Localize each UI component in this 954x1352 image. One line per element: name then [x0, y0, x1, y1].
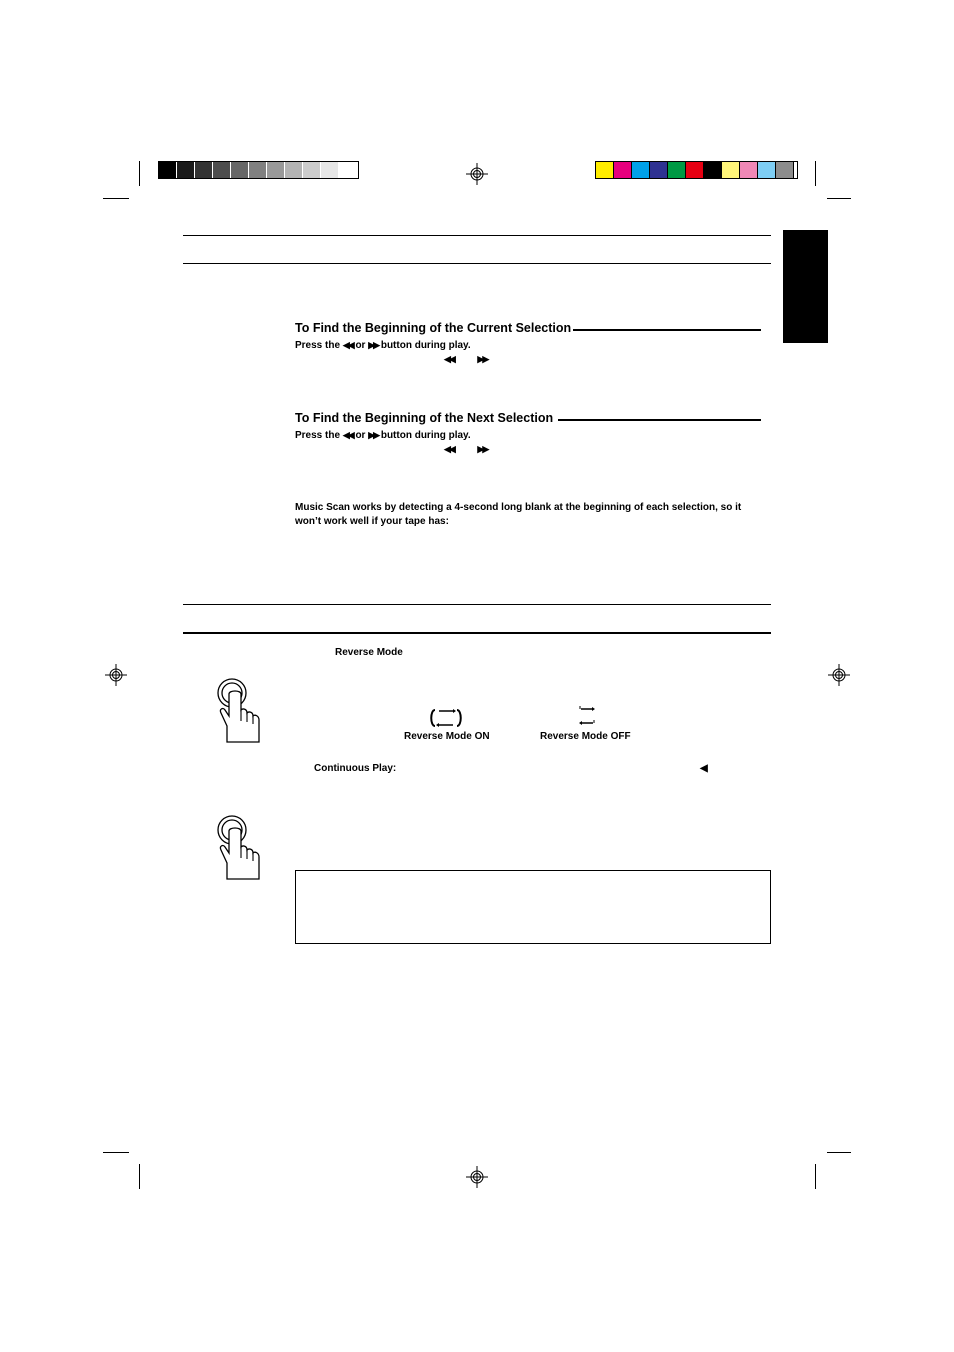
heading-next-selection: To Find the Beginning of the Next Selection — [295, 411, 554, 425]
crop-mark — [103, 1152, 129, 1153]
heading-current-selection: To Find the Beginning of the Current Selection — [295, 321, 572, 335]
music-scan-note-line1: Music Scan works by detecting a 4-second long blank at the beginning of each selection, so it — [295, 502, 742, 513]
color-swatch — [285, 162, 303, 178]
press-prefix: Press the — [295, 430, 341, 441]
color-swatch — [758, 162, 776, 178]
play-direction-icon: ◀ — [700, 763, 708, 774]
crop-mark — [815, 1164, 816, 1189]
color-swatch — [249, 162, 267, 178]
grayscale-bar — [158, 161, 359, 179]
reverse-mode-off-label: Reverse Mode OFF — [540, 731, 631, 742]
press-button-hand-icon — [215, 676, 265, 746]
heading-underline — [558, 419, 761, 421]
crop-mark — [827, 1152, 851, 1153]
color-swatch — [668, 162, 686, 178]
crop-mark — [815, 161, 816, 186]
color-swatch — [213, 162, 231, 178]
color-swatch — [704, 162, 722, 178]
rewind-icon: ◀◀ — [342, 430, 353, 440]
color-swatch — [596, 162, 614, 178]
section-rule-bottom — [183, 263, 771, 264]
fast-forward-icon: ▶▶ — [368, 340, 379, 350]
heading-underline — [573, 329, 761, 331]
press-suffix: button during play. — [380, 340, 471, 351]
color-swatch — [159, 162, 177, 178]
color-swatch — [195, 162, 213, 178]
instruction-current — [295, 340, 471, 351]
reverse-mode-on-icon — [429, 708, 463, 728]
reverse-mode-on-label: Reverse Mode ON — [404, 731, 490, 742]
reverse-mode-label: Reverse Mode — [335, 647, 403, 658]
press-suffix: button during play. — [380, 430, 471, 441]
forward-display-icon: ▶▶ — [477, 444, 488, 454]
fast-forward-icon: ▶▶ — [368, 430, 379, 440]
color-swatch — [321, 162, 339, 178]
color-swatch — [686, 162, 704, 178]
color-swatch — [303, 162, 321, 178]
crop-mark — [139, 1164, 140, 1189]
color-swatch — [339, 162, 357, 178]
forward-display-icon: ▶▶ — [477, 354, 488, 364]
section-rule-top — [183, 235, 771, 236]
crop-mark — [103, 198, 129, 199]
continuous-play-label: Continuous Play: — [314, 763, 397, 774]
registration-mark-icon — [466, 1166, 488, 1188]
color-swatch — [177, 162, 195, 178]
crop-mark — [827, 198, 851, 199]
color-swatch — [722, 162, 740, 178]
section-rule-bottom — [183, 632, 771, 634]
color-swatch — [267, 162, 285, 178]
color-swatch — [740, 162, 758, 178]
color-swatch — [614, 162, 632, 178]
color-swatch — [231, 162, 249, 178]
registration-mark-icon — [466, 163, 488, 185]
color-bar — [595, 161, 798, 179]
note-box — [295, 870, 771, 944]
press-button-hand-icon — [215, 813, 265, 883]
section-rule-top — [183, 604, 771, 605]
press-prefix: Press the — [295, 340, 341, 351]
crop-mark — [139, 161, 140, 186]
or-word: or — [355, 430, 366, 441]
registration-mark-icon — [105, 664, 127, 686]
or-word: or — [355, 340, 366, 351]
registration-mark-icon — [828, 664, 850, 686]
rewind-display-icon: ◀◀ — [444, 444, 454, 454]
display-indicator-next — [444, 444, 487, 455]
color-swatch — [650, 162, 668, 178]
language-tab — [783, 230, 828, 343]
display-indicator-current — [444, 354, 487, 365]
rewind-display-icon: ◀◀ — [444, 354, 454, 364]
color-swatch — [776, 162, 794, 178]
rewind-icon: ◀◀ — [342, 340, 353, 350]
color-swatch — [632, 162, 650, 178]
reverse-mode-off-icon — [578, 705, 596, 727]
music-scan-note-line2: won’t work well if your tape has: — [295, 516, 449, 527]
instruction-next — [295, 430, 471, 441]
